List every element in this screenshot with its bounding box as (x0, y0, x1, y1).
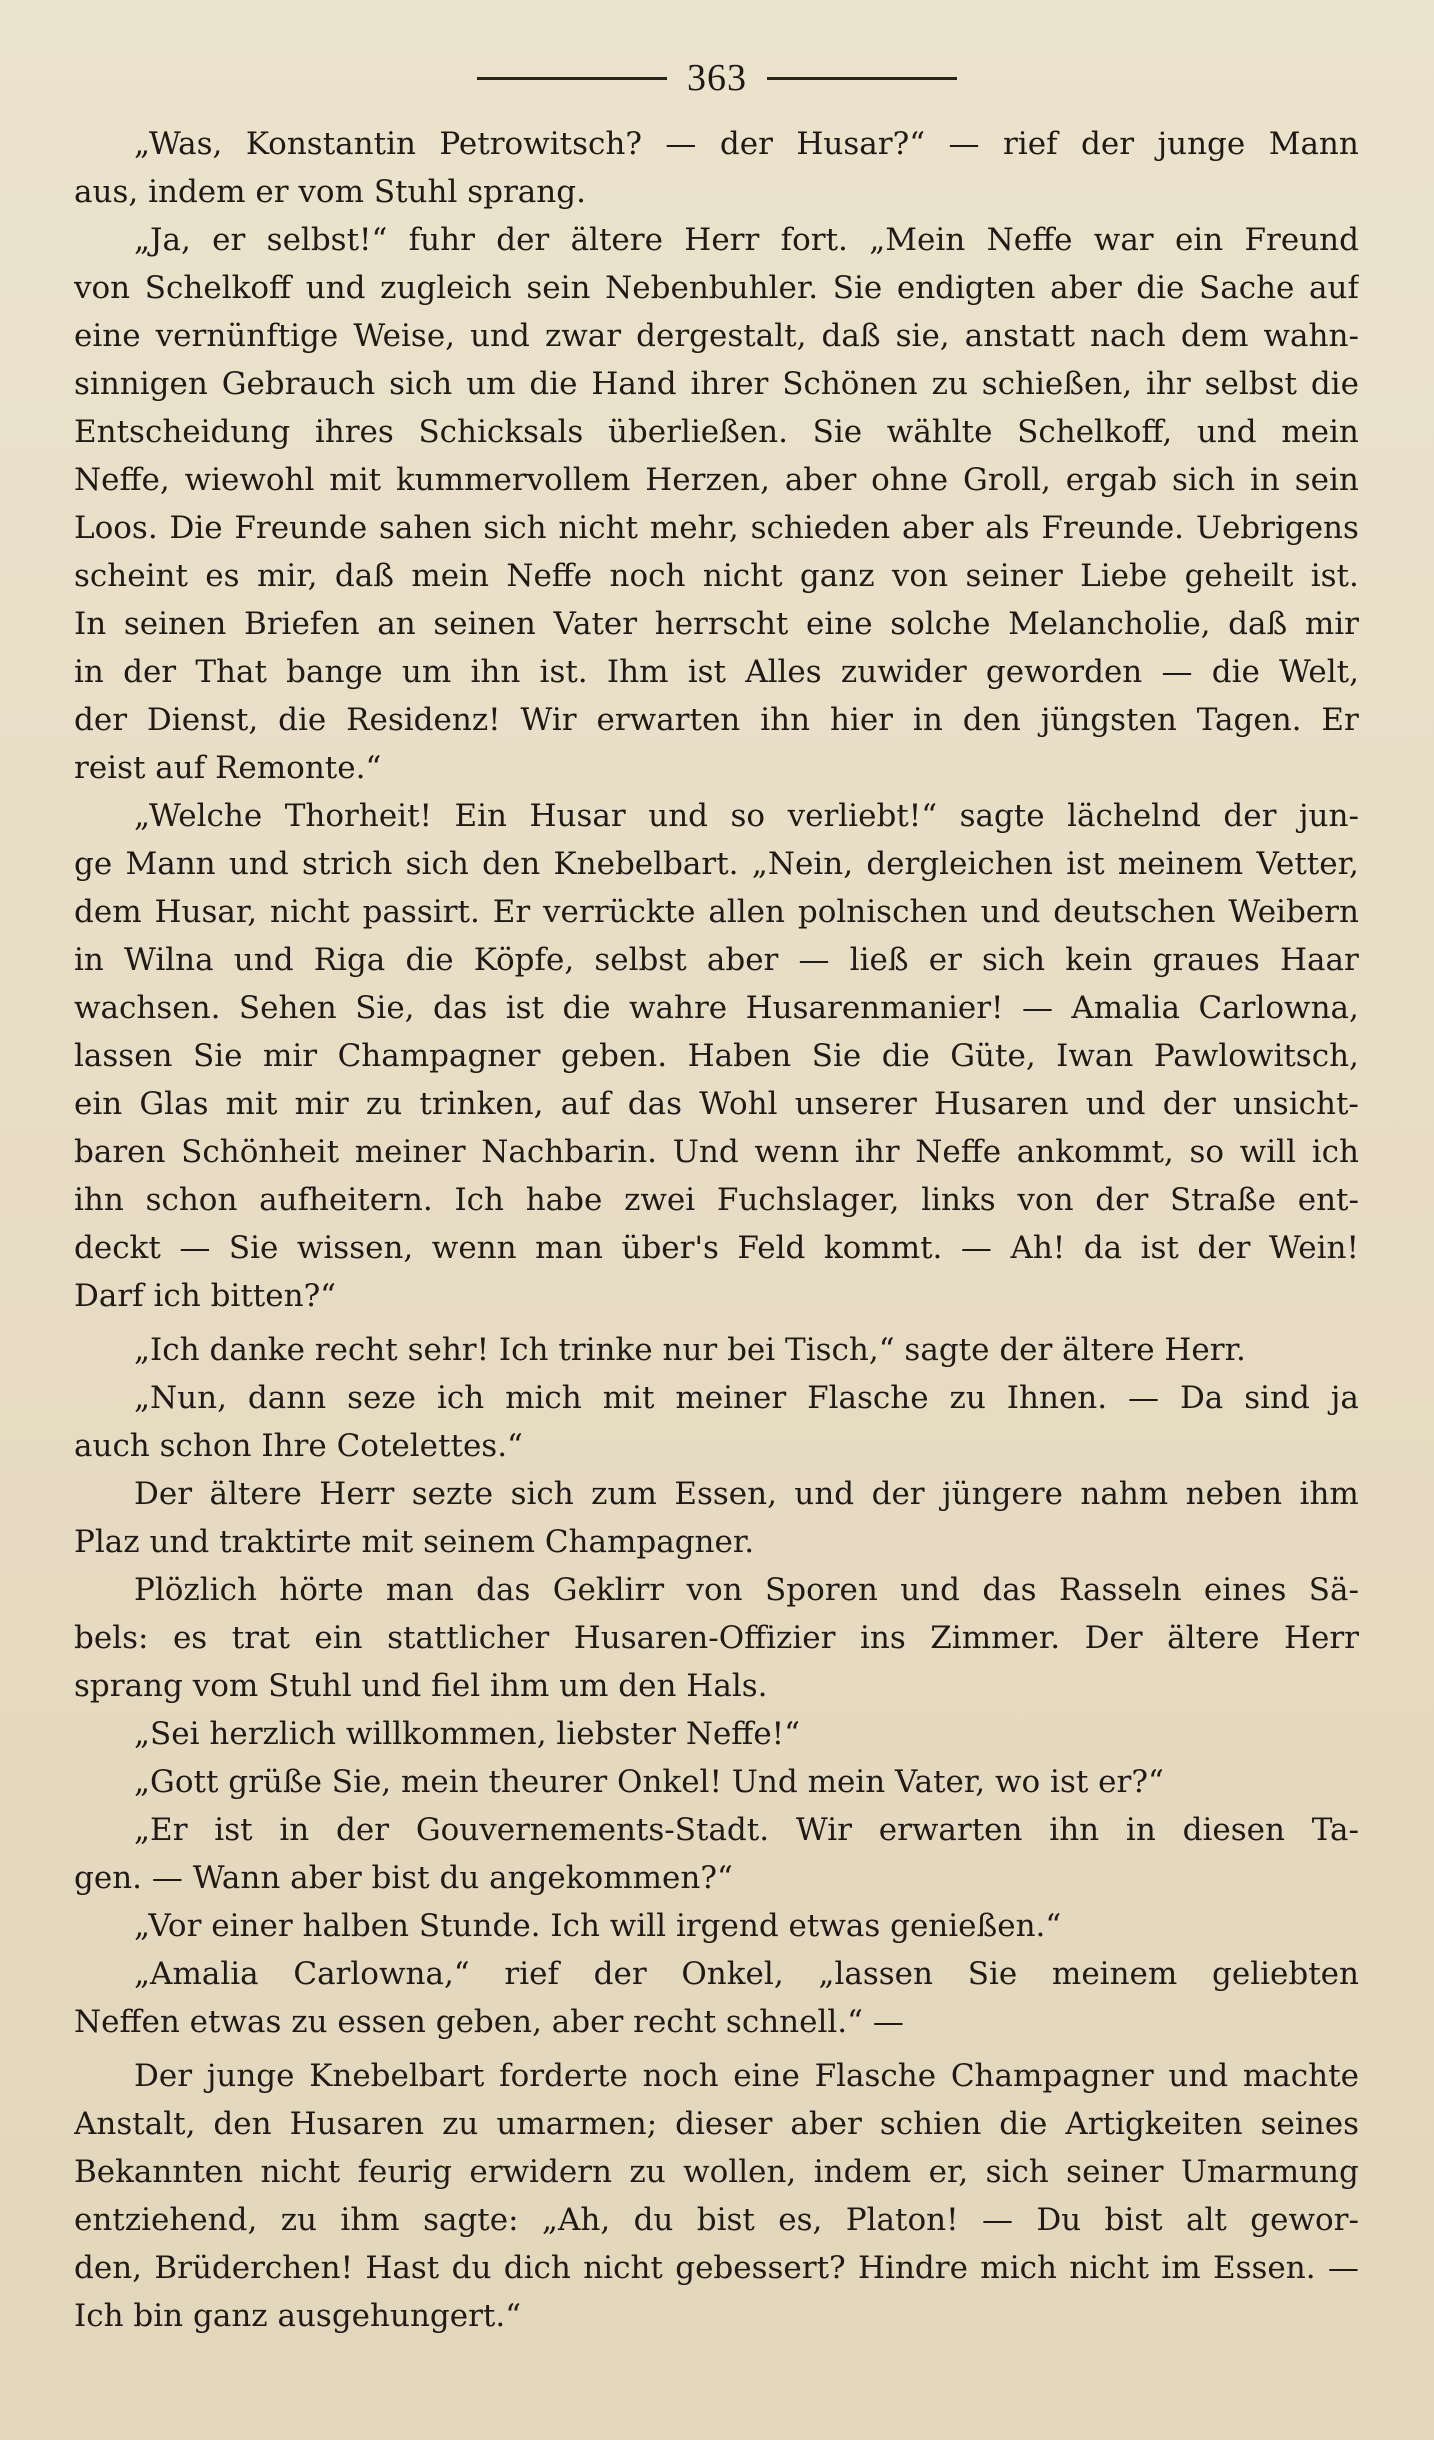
text-line: der Dienst, die Residenz! Wir erwarten ihn hier in den jüngsten Tagen. Er (74, 702, 1359, 738)
text-line: „Was, Konstantin Petrowitsch? — der Husar?“ — rief der junge Mann (134, 126, 1359, 162)
paragraph (74, 1902, 1359, 1950)
text-line: Ich bin ganz ausgehungert.“ (74, 2298, 522, 2334)
paragraph (74, 1950, 1359, 2046)
text-line: „Gott grüße Sie, mein theurer Onkel! Und mein Vater, wo ist er?“ (134, 1764, 1164, 1800)
text-line: „Nun, dann seze ich mich mit meiner Flasche zu Ihnen. — Da sind ja (134, 1380, 1359, 1416)
text-line: „Welche Thorheit! Ein Husar und so verliebt!“ sagte lächelnd der jun- (134, 798, 1359, 834)
paragraph (74, 792, 1359, 1320)
text-line: Plaz und traktirte mit seinem Champagner. (74, 1524, 755, 1560)
text-line: „Ja, er selbst!“ fuhr der ältere Herr fort. „Mein Neffe war ein Freund (134, 222, 1359, 258)
paragraph (74, 216, 1359, 792)
page-number: 363 (687, 57, 747, 99)
text-line: ein Glas mit mir zu trinken, auf das Wohl unserer Husaren und der unsicht- (74, 1086, 1359, 1122)
body-text (74, 120, 1359, 2340)
text-line: dem Husar, nicht passirt. Er verrückte allen polnischen und deutschen Weibern (74, 894, 1359, 930)
paragraph (74, 1710, 1359, 1758)
text-line: scheint es mir, daß mein Neffe noch nicht ganz von seiner Liebe geheilt ist. (74, 558, 1359, 594)
text-line: „Amalia Carlowna,“ rief der Onkel, „lassen Sie meinem geliebten (134, 1956, 1359, 1992)
text-line: Der junge Knebelbart forderte noch eine Flasche Champagner und machte (134, 2058, 1359, 2094)
text-line: „Ich danke recht sehr! Ich trinke nur bei Tisch,“ sagte der ältere Herr. (134, 1332, 1246, 1368)
text-line: in der That bange um ihn ist. Ihm ist Alles zuwider geworden — die Welt, (74, 654, 1359, 690)
text-line: Neffen etwas zu essen geben, aber recht schnell.“ — (74, 2004, 904, 2040)
paragraph (74, 120, 1359, 216)
text-line: lassen Sie mir Champagner geben. Haben Sie die Güte, Iwan Pawlowitsch, (74, 1038, 1359, 1074)
text-line: Der ältere Herr sezte sich zum Essen, und der jüngere nahm neben ihm (134, 1476, 1359, 1512)
text-line: Bekannten nicht feurig erwidern zu wollen, indem er, sich seiner Umarmung (74, 2154, 1359, 2190)
text-line: „Sei herzlich willkommen, liebster Neffe!“ (134, 1716, 800, 1752)
text-line: Plözlich hörte man das Geklirr von Sporen und das Rasseln eines Sä- (134, 1572, 1359, 1608)
text-line: Darf ich bitten?“ (74, 1278, 337, 1314)
text-line: Anstalt, den Husaren zu umarmen; dieser aber schien die Artigkeiten seines (74, 2106, 1359, 2142)
text-line: „Er ist in der Gouvernements-Stadt. Wir erwarten ihn in diesen Ta- (134, 1812, 1359, 1848)
text-line: Loos. Die Freunde sahen sich nicht mehr, schieden aber als Freunde. Uebrigens (74, 510, 1359, 546)
text-line: Neffe, wiewohl mit kummervollem Herzen, aber ohne Groll, ergab sich in sein (74, 462, 1359, 498)
text-line: bels: es trat ein stattlicher Husaren-Offizier ins Zimmer. Der ältere Herr (74, 1620, 1359, 1656)
paragraph (74, 1326, 1359, 1374)
text-line: Entscheidung ihres Schicksals überließen. Sie wählte Schelkoff, und mein (74, 414, 1359, 450)
text-line: „Vor einer halben Stunde. Ich will irgend etwas genießen.“ (134, 1908, 1062, 1944)
text-line: auch schon Ihre Cotelettes.“ (74, 1428, 523, 1464)
paragraph (74, 1566, 1359, 1710)
text-line: ge Mann und strich sich den Knebelbart. „Nein, dergleichen ist meinem Vetter, (74, 846, 1359, 882)
text-line: in Wilna und Riga die Köpfe, selbst aber — ließ er sich kein graues Haar (74, 942, 1359, 978)
text-line: von Schelkoff und zugleich sein Nebenbuhler. Sie endigten aber die Sache auf (74, 270, 1359, 306)
paragraph (74, 1758, 1359, 1806)
text-line: deckt — Sie wissen, wenn man über's Feld kommt. — Ah! da ist der Wein! (74, 1230, 1359, 1266)
paragraph (74, 2052, 1359, 2340)
paragraph (74, 1374, 1359, 1470)
page-header (0, 56, 1434, 100)
text-line: eine vernünftige Weise, und zwar dergestalt, daß sie, anstatt nach dem wahn- (74, 318, 1359, 354)
header-rule-left (477, 77, 667, 80)
text-line: gen. — Wann aber bist du angekommen?“ (74, 1860, 733, 1896)
text-line: sprang vom Stuhl und fiel ihm um den Hals. (74, 1668, 768, 1704)
header-rule-right (767, 77, 957, 80)
text-line: wachsen. Sehen Sie, das ist die wahre Husarenmanier! — Amalia Carlowna, (74, 990, 1359, 1026)
text-line: sinnigen Gebrauch sich um die Hand ihrer Schönen zu schießen, ihr selbst die (74, 366, 1359, 402)
paragraph (74, 1470, 1359, 1566)
text-line: baren Schönheit meiner Nachbarin. Und wenn ihr Neffe ankommt, so will ich (74, 1134, 1359, 1170)
text-line: ihn schon aufheitern. Ich habe zwei Fuchslager, links von der Straße ent- (74, 1182, 1359, 1218)
text-line: den, Brüderchen! Hast du dich nicht gebessert? Hindre mich nicht im Essen. — (74, 2250, 1359, 2286)
text-line: In seinen Briefen an seinen Vater herrscht eine solche Melancholie, daß mir (74, 606, 1359, 642)
text-line: aus, indem er vom Stuhl sprang. (74, 174, 586, 210)
text-line: entziehend, zu ihm sagte: „Ah, du bist es, Platon! — Du bist alt gewor- (74, 2202, 1359, 2238)
text-line: reist auf Remonte.“ (74, 750, 382, 786)
paragraph (74, 1806, 1359, 1902)
